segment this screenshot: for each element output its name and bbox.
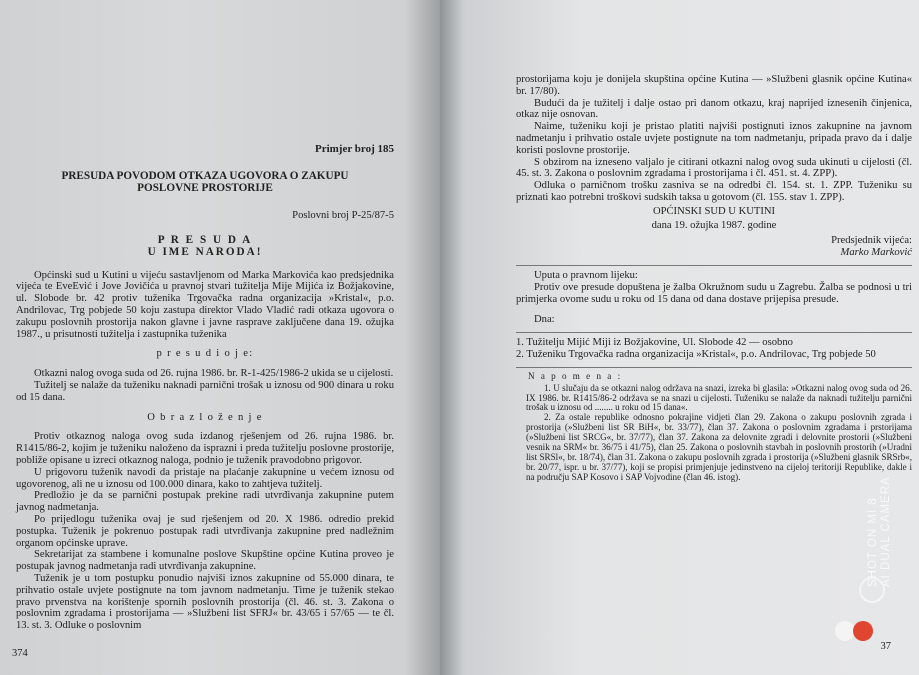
delivery-heading: Dna: [534,314,555,326]
reasons-heading: O b r a z l o ž e n j e [147,411,263,423]
verdict-heading-line-2: U IME NARODA! [147,245,263,258]
watermark-text [867,387,893,587]
reasons-paragraph: Sekretarijat za stambene i komunalne poslove Skupštine općine Kutina proveo je postupak javnog nadmetanja radi utvrđivanja zakupnine. [16,549,394,573]
spacer [516,305,912,314]
body-paragraph: Odluka o parničnom trošku zasniva se na odredbi čl. 154. st. 1. ZPP. Tuženiku su priznati kao potrebni troškovi sudskih taksa u gotovom (čl. 155. stav 1. ZPP). [516,180,912,203]
page-number-right: 37 [880,641,891,652]
case-title-line-2: POSLOVNE PROSTORIJE [137,181,273,194]
presiding-title: Predsjednik vijeća: [831,235,912,247]
court-name: OPĆINSKI SUD U KUTINI [652,205,776,217]
body-paragraph: Budući da je tužitelj i dalje ostao pri danom otkazu, kraj naprijed iznesenih činjenica, otkaz nije osnovan. [516,97,912,121]
page-number-left: 374 [12,648,28,659]
body-paragraph: S obzirom na izneseno valjalo je citirani otkazni nalog ovog suda ukinuti u cijelosti (čl. 45. st. 3. Zakona o poslovnim zgradama i prostorijama i čl. 451. st. 4. ZPP). [516,156,912,180]
watermark-dot-icon [835,621,855,641]
delivery-item: 1. Tužitelju Mijić Miji iz Božjakovine, Ul. Slobode 42 — osobno [516,337,793,349]
body-paragraph: prostorijama koju je donijela skupština općine Kutina — »Službeni glasnik općine Kutina« br. 17/80). [516,74,912,97]
camera-watermark [857,387,892,587]
presiding-name: Marko Marković [840,247,912,259]
appeal-heading: Uputa o pravnom lijeku: [534,269,638,281]
divider [516,332,912,333]
ruling-heading: p r e s u d i o j e: [156,348,254,360]
body-paragraph: Naime, tuženiku koji je pristao platiti najviši postignuti iznos zakupnine na javnom nadmetanju i prihvatio ostale uvjete postignute na tom nadmetanju, pripada pravo da i dalje koristi poslovne prostorije. [516,121,912,156]
appeal-paragraph: Protiv ove presude dopuštena je žalba Okružnom sudu u Zagrebu. Žalba se podnosi u tri primjerka ovome sudu u roku od 15 dana od dana dostave prijepisa presude. [516,281,912,305]
watermark-line-1: SHOT ON MI 8 [867,497,879,587]
note-item: 1. U slučaju da se otkazni nalog održava na snazi, izreka bi glasila: »Otkazni nalog ovog suda od 26. IX 1986. br. R1415/86-2 održava se na snazi u cijelosti. Tuženiku se nalaže da naknadi tužitelju parnični trošak u iznosu od ........ u roku od 15 dana«. [526,382,912,413]
ruling-paragraph: Tužitelj se nalaže da tuženiku naknadi parnični trošak u iznosu od 900 dinara u roku od 15 dana. [16,379,394,403]
verdict-heading-line-1: P R E S U D A [157,233,253,246]
watermark-line-2: AI DUAL CAMERA [880,476,892,587]
reasons-paragraph: U prigovoru tuženik navodi da pristaje na plaćanje zakupnine u većem iznosu od ugovorenog, ali ne u iznosu od 100.000 dinara, kako to zahtjeva tužitelj. [16,466,394,490]
watermark-ring-icon [859,577,885,603]
intro-paragraph: Općinski sud u Kutini u vijeću sastavljenom od Marka Markovića kao predsjednika vijeća te EveEvić i Jove Jovičića u pravnoj stvari tužitelja Mije Mijića iz Božjakovine, ul. Slobode br. 42 protiv tuženika Trgovačka radna organizacija »Kristal«, p.o. Andrilovac, Trg pobjede 50 koju zastupa direktor Vlado Vladić radi otkaza ugovora o zakupu poslovnih prostorija nakon glavne i javne rasprave zaključene dana 19. ožujka 1987., u prisutnosti tužitelja i zastupnika tuženika [16,269,394,340]
left-page [0,0,440,675]
watermark-red-dot-icon [853,621,873,641]
court-date: dana 19. ožujka 1987. godine [651,219,777,231]
case-title [16,170,394,194]
right-page-content [516,74,912,483]
file-number: Poslovni broj P-25/87-5 [292,209,394,221]
note-item: 2. Za ostale republike odnosno pokrajine vidjeti član 29. Zakona o zakupu poslovnih zgrada i prostorija (»Službeni list SR BiH«, br. 33/77), član 37. Zakona o poslovnim zgradama i prstorijama (»Službeni list SRCG«, br. 37/77), član 37. Zakona za delovnite zgradi i delovnite prostorii (»Službeni vesnik na SRM« br. 36/75 i 41/75), član 25. Zakona o poslovnih stavbah in poslovnih prostorih (»Uradni list SRSl«, br. 18/74), član 31. Zakona o zakupu poslovnih zgrada i prostorija (»Službeni glasnik SRSrb«, br. 20/77, ispr. u br. 37/77), koji se propisi primjenjuje jedinstveno na cijeloj teritoriji Republike, dakle i na području SAP Kosovo i SAP Vojvodine (član 46. istog). [526,412,912,482]
presiding-judge [516,235,912,259]
notes-section [526,372,912,483]
case-number: Primjer broj 185 [314,143,394,155]
left-page-content [16,144,394,632]
reasons-paragraph: Protiv otkaznog naloga ovog suda izdanog rješenjem od 26. rujna 1986. br. R1415/86-2, kojim je tuženiku naloženo da isprazni i preda tužitelju poslovne prostorije, pobliže opisane u izreci otkaznog naloga, podnio je tuženik pravodobno prigovor. [16,431,394,466]
verdict-heading [16,234,394,258]
reasons-paragraph: Tuženik je u tom postupku ponudio najviši iznos zakupnine od 55.000 dinara, te prihvatio ostale uvjete postignute na tom javnom nadmetanju. Time je tuženik stekao pravo prvenstva na korištenje spornih poslovnih prostorija (čl. 46. st. 3. Zakona o poslovnim zgradama i prostorijama — »Službeni list SFRJ« br. 43/65 i 57/65 — te čl. 13. st. 3. Odluke o poslovnim [16,572,394,632]
ruling-paragraph: Otkazni nalog ovoga suda od 26. rujna 1986. br. R-1-425/1986-2 ukida se u cijelosti. [34,368,394,380]
delivery-item: 2. Tuženiku Trgovačka radna organizacija »Kristal«, p.o. Andrilovac, Trg pobjede 50 [516,348,876,360]
case-title-line-1: PRESUDA POVODOM OTKAZA UGOVORA O ZAKUPU [61,169,349,182]
right-page [440,0,919,675]
divider [516,367,912,368]
divider [516,265,912,266]
reasons-paragraph: Predložio je da se parnični postupak prekine radi utvrđivanja zakupnine putem javnog nadmetanja. [16,490,394,514]
reasons-paragraph: Po prijedlogu tuženika ovaj je sud rješenjem od 20. X 1986. odredio prekid postupka. Tuženik je pokrenuo postupak radi utvrđivanja zakupnine pred nadležnim organom općinske uprave. [16,513,394,549]
notes-heading: N a p o m e n a : [528,370,623,381]
